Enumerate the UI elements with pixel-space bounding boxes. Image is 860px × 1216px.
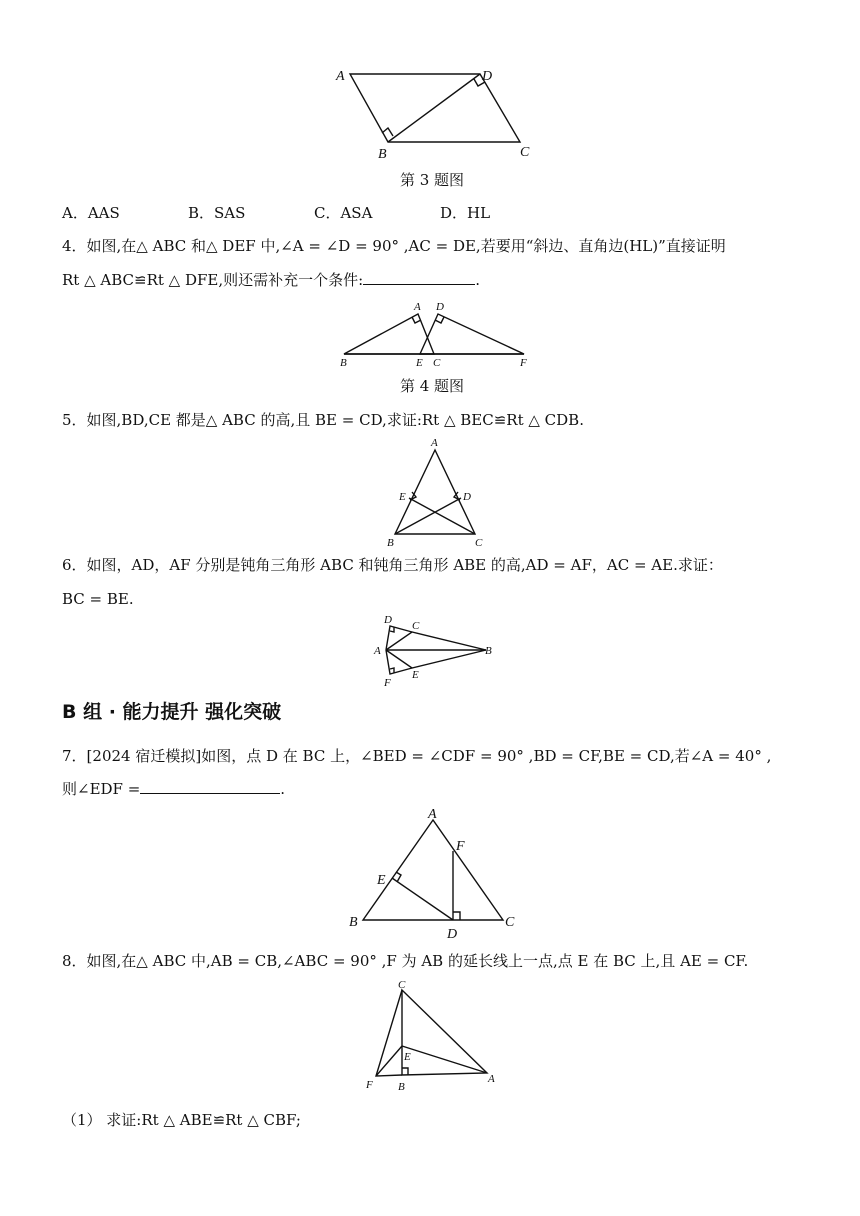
q6-label-a: A — [374, 645, 381, 657]
q4-label-a: A — [414, 301, 421, 313]
q7-triangle-abc — [363, 820, 503, 920]
q3-label-d: D — [482, 69, 493, 84]
q7-label-c: C — [505, 915, 515, 930]
q3-diagonal-bd — [388, 74, 480, 142]
q3-label-a: A — [336, 69, 345, 84]
q6-label-d: D — [384, 614, 392, 626]
q3-label-c: C — [520, 145, 530, 160]
q4-line2 — [62, 270, 480, 290]
q6-line2: BC = BE. — [62, 590, 134, 608]
q3-option-d: D．HL — [440, 204, 491, 222]
q5-altitude-ce — [409, 498, 475, 534]
q5-label-e: E — [399, 491, 406, 503]
q5-label-b: B — [387, 537, 394, 549]
q5-line1: 5．如图,BD,CE 都是△ ABC 的高,且 BE = CD,求证:Rt △ BEC≌Rt △ CDB. — [62, 411, 584, 429]
q5-altitude-be — [395, 498, 461, 534]
q8-label-c: C — [398, 979, 406, 991]
q6-altitude-ad — [386, 626, 412, 650]
q8-line1: 8．如图,在△ ABC 中,AB = CB,∠ABC = 90° ,F 为 AB 的延长线上一点,点 E 在 BC 上,且 AE = CF. — [62, 952, 749, 970]
q8-segment-ae — [402, 1046, 487, 1073]
section-b-title: B 组 · 能力提升 强化突破 — [62, 701, 282, 723]
q4-label-e: E — [416, 357, 423, 369]
q4-caption: 第 4 题图 — [399, 377, 465, 395]
q8-label-f: F — [366, 1079, 373, 1091]
q4-line2-end: . — [475, 271, 480, 289]
q4-line2-text: Rt △ ABC≌Rt △ DFE,则还需补充一个条件: — [62, 271, 364, 289]
q3-label-b: B — [378, 147, 387, 162]
q7-segment-ed — [392, 878, 453, 920]
q7-line2 — [62, 779, 285, 799]
q7-label-d: D — [447, 927, 458, 942]
q7-figure — [345, 806, 525, 944]
q6-triangle-abc — [386, 632, 486, 650]
q7-label-a: A — [428, 807, 437, 822]
q4-line1: 4．如图,在△ ABC 和△ DEF 中,∠A = ∠D = 90° ,AC = DE,若要用“斜边、直角边(HL)”直接证明 — [62, 237, 726, 255]
q3-option-a: A．AAS — [62, 204, 120, 222]
q4-label-d: D — [436, 301, 444, 313]
q8-right-angle-b — [402, 1068, 408, 1075]
q8-label-a: A — [488, 1073, 495, 1085]
q6-label-c: C — [412, 620, 420, 632]
q6-figure — [370, 612, 500, 690]
q7-line2-end: . — [280, 780, 286, 798]
q6-label-e: E — [412, 669, 419, 681]
q6-triangle-abe — [386, 650, 486, 668]
q4-label-c: C — [433, 357, 441, 369]
q8-label-e: E — [404, 1051, 411, 1063]
q4-label-f: F — [520, 357, 527, 369]
q6-right-angle-f — [390, 668, 394, 673]
q4-figure — [330, 300, 540, 370]
q5-label-d: D — [463, 491, 471, 503]
q6-right-angle-d — [390, 627, 394, 632]
q8-triangle-cbf — [376, 990, 402, 1076]
q6-line1: 6．如图，AD，AF 分别是钝角三角形 ABC 和钝角三角形 ABE 的高,AD = AF，AC = AE.求证： — [62, 556, 723, 574]
q3-caption: 第 3 题图 — [399, 171, 465, 189]
q8-figure — [362, 978, 502, 1096]
q7-label-f: F — [456, 839, 465, 854]
q8-label-b: B — [398, 1081, 405, 1093]
q7-line1: 7．[2024 宿迁模拟]如图，点 D 在 BC 上，∠BED = ∠CDF = 90° ,BD = CF,BE = CD,若∠A = 40° , — [62, 747, 772, 765]
q6-label-f: F — [384, 677, 391, 689]
q8-triangle-abc — [402, 990, 487, 1075]
q7-label-e: E — [377, 873, 386, 888]
q7-line2-text: 则∠EDF = — [62, 780, 141, 798]
q3-figure — [330, 62, 540, 162]
q8-sub1: （1） 求证:Rt △ ABE≌Rt △ CBF; — [62, 1111, 301, 1129]
q5-label-c: C — [475, 537, 483, 549]
q3-option-b: B．SAS — [188, 204, 246, 222]
q5-label-a: A — [431, 437, 438, 449]
q4-answer-blank[interactable] — [363, 270, 475, 285]
q7-answer-blank[interactable] — [140, 779, 280, 794]
q7-right-angle-d — [453, 912, 460, 920]
q4-label-b: B — [340, 357, 347, 369]
q6-altitude-af — [386, 650, 412, 674]
q7-label-b: B — [349, 915, 358, 930]
q5-figure — [385, 438, 485, 548]
q3-option-c: C．ASA — [314, 204, 373, 222]
q6-label-b: B — [485, 645, 492, 657]
